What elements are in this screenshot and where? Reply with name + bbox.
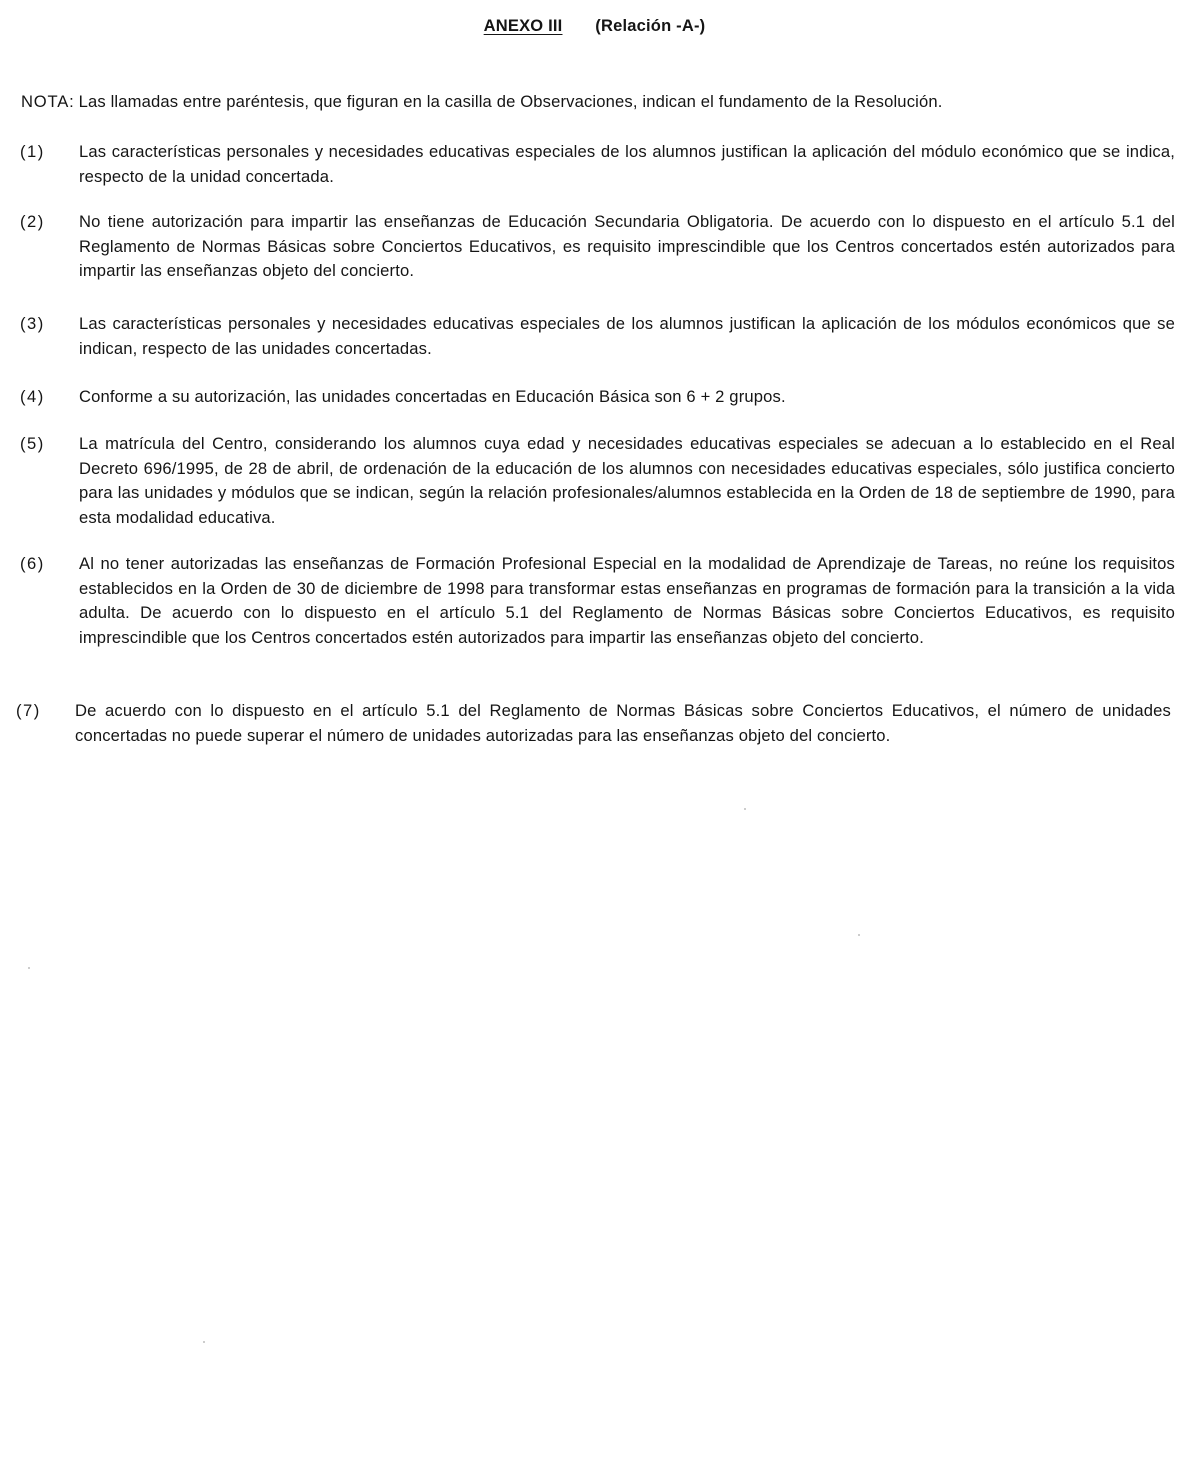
item-text: Al no tener autorizadas las enseñanzas de Formación Profesional Especial en la modalidad de Aprendizaje de Tareas, no reúne los requisitos establecidos en la Orden de 30 de diciembre de 1998 para transformar estas enseñanzas en programas de formación para la transición a la vida adulta. De acuerdo con lo dispuesto en el artículo 5.1 del Reglamento de Normas Básicas sobre Conciertos Educativos, es requisito imprescindible que los Centros concertados estén autorizados para impartir las enseñanzas objeto del concierto.: [79, 554, 1175, 647]
annex-title: ANEXO III: [483, 17, 563, 35]
scan-speck: [203, 1341, 205, 1343]
item-number: (4): [20, 387, 45, 406]
scan-speck: [744, 808, 746, 810]
item-text: Las características personales y necesidades educativas especiales de los alumnos justifican la aplicación de los módulos económicos que se indican, respecto de las unidades concertadas.: [79, 314, 1175, 358]
annex-subtitle: (Relación -A-): [595, 17, 706, 35]
note-paragraph: [21, 91, 1181, 113]
note-text: : Las llamadas entre paréntesis, que figuran en la casilla de Observaciones, indican el fundamento de la Resolución.: [69, 92, 943, 111]
item-number: (1): [20, 142, 45, 161]
item-number: (5): [20, 434, 45, 453]
scan-speck: [858, 934, 860, 936]
scan-speck: [28, 967, 30, 969]
item-text: De acuerdo con lo dispuesto en el artículo 5.1 del Reglamento de Normas Básicas sobre Conciertos Educativos, el número de unidades concertadas no puede superar el número de unidades autorizadas para las enseñanzas objeto del concierto.: [75, 701, 1171, 745]
note-label: NOTA: [21, 92, 70, 111]
item-number: (2): [20, 212, 45, 231]
item-number: (7): [16, 701, 41, 720]
item-text: No tiene autorización para impartir las enseñanzas de Educación Secundaria Obligatoria. De acuerdo con lo dispuesto en el artículo 5.1 del Reglamento de Normas Básicas sobre Conciertos Educativos, es requisito imprescindible que los Centros concertados estén autorizados para impartir las enseñanzas objeto del concierto.: [79, 212, 1175, 281]
item-number: (3): [20, 314, 45, 333]
document-heading: [0, 17, 1195, 36]
item-number: (6): [20, 554, 45, 573]
item-text: Conforme a su autorización, las unidades concertadas en Educación Básica son 6 + 2 grupos.: [79, 387, 786, 406]
item-text: La matrícula del Centro, considerando los alumnos cuya edad y necesidades educativas especiales se adecuan a lo establecido en el Real Decreto 696/1995, de 28 de abril, de ordenación de la educación de los alumnos con necesidades educativas especiales, sólo justifica concierto para las unidades y módulos que se indican, según la relación profesionales/alumnos establecida en la Orden de 18 de septiembre de 1990, para esta modalidad educativa.: [79, 434, 1175, 527]
item-text: Las características personales y necesidades educativas especiales de los alumnos justifican la aplicación del módulo económico que se indica, respecto de la unidad concertada.: [79, 142, 1175, 186]
